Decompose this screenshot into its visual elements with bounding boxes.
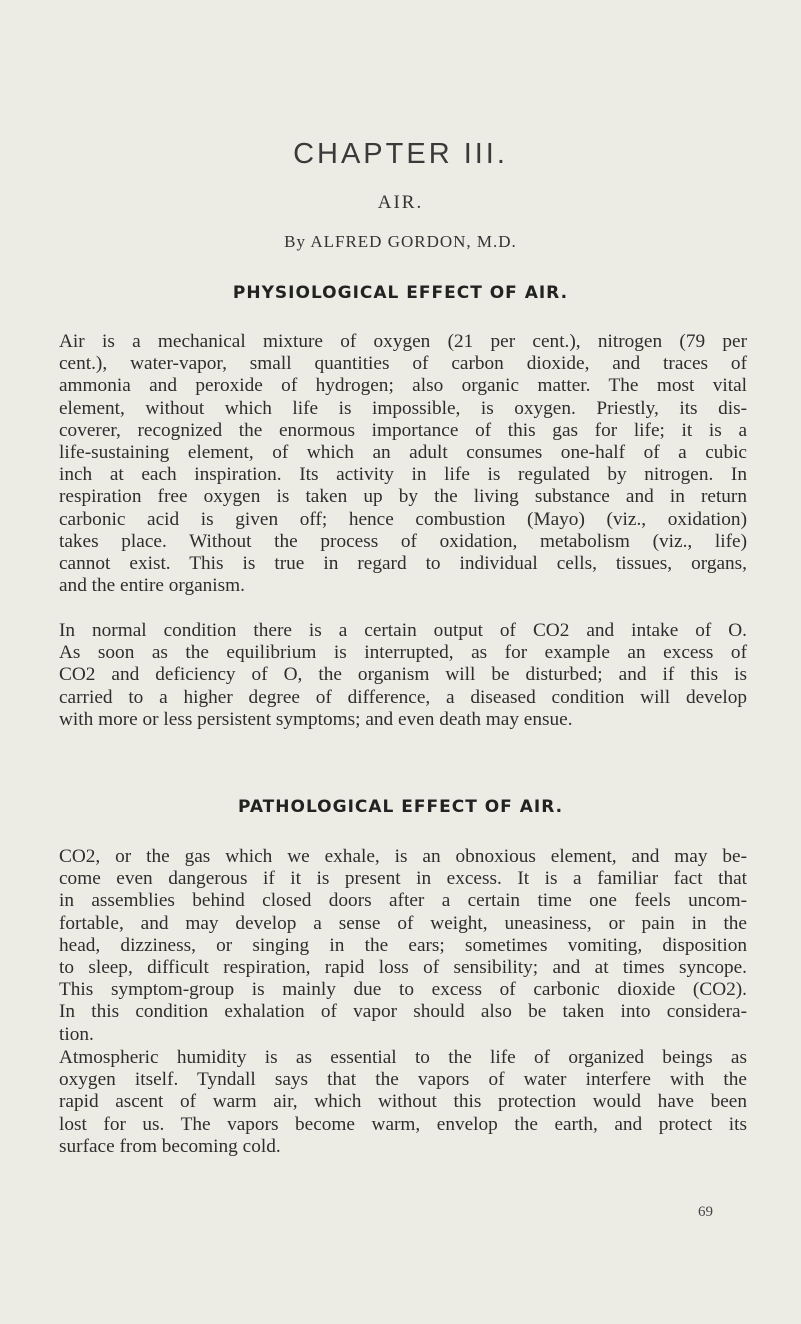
section-heading-physiological: PHYSIOLOGICAL EFFECT OF AIR. — [232, 283, 569, 303]
text-line: come even dangerous if it is present in excess. It is a familiar fact that — [59, 868, 747, 890]
text-line: ammonia and peroxide of hydrogen; also organic matter. The most vital — [59, 375, 747, 397]
text-line: In normal condition there is a certain output of CO2 and intake of O. — [59, 620, 747, 641]
text-line: As soon as the equilibrium is interrupted, as for example an excess of — [59, 642, 747, 664]
text-line: in assemblies behind closed doors after a certain time one feels uncom- — [59, 890, 747, 912]
text-line: life-sustaining element, of which an adult consumes one-half of a cubic — [59, 442, 747, 464]
text-line: takes place. Without the process of oxidation, metabolism (viz., life) — [59, 530, 747, 552]
paragraph-humidity — [59, 1047, 747, 1158]
text-line: respiration free oxygen is taken up by the living substance and in return — [59, 486, 747, 508]
text-line: lost for us. The vapors become warm, envelop the earth, and protect its — [59, 1113, 747, 1135]
text-line: fortable, and may develop a sense of weight, uneasiness, or pain in the — [59, 912, 747, 934]
text-line: Air is a mechanical mixture of oxygen (21 per cent.), nitrogen (79 per — [59, 331, 747, 352]
text-line: inch at each inspiration. Its activity in life is regulated by nitrogen. In — [59, 464, 747, 486]
paragraph-co2-balance — [59, 620, 747, 731]
text-line: and the entire organism. — [59, 575, 245, 597]
text-line: head, dizziness, or singing in the ears; sometimes vomiting, disposition — [59, 934, 747, 956]
chapter-subtitle: AIR. — [377, 192, 424, 213]
text-line: tion. — [59, 1023, 94, 1045]
author-byline: By ALFRED GORDON, M.D. — [284, 232, 517, 251]
text-line: coverer, recognized the enormous importance of this gas for life; it is a — [59, 419, 747, 441]
text-line: carbonic acid is given off; hence combustion (Mayo) (viz., oxidation) — [59, 508, 747, 530]
text-line: oxygen itself. Tyndall says that the vapors of water interfere with the — [59, 1069, 747, 1091]
section-heading-pathological: PATHOLOGICAL EFFECT OF AIR. — [237, 797, 564, 817]
text-line: CO2, or the gas which we exhale, is an obnoxious element, and may be- — [59, 846, 747, 867]
text-line: rapid ascent of warm air, which without this protection would have been — [59, 1091, 747, 1113]
text-line: surface from becoming cold. — [59, 1135, 281, 1157]
page-number: 69 — [698, 1204, 713, 1220]
paragraph-physiological — [59, 331, 747, 597]
text-line: element, without which life is impossible, is oxygen. Priestly, its dis- — [59, 397, 747, 419]
paragraph-pathological — [59, 846, 747, 1046]
text-line: Atmospheric humidity is as essential to the life of organized beings as — [59, 1047, 747, 1068]
text-line: This symptom-group is mainly due to excess of carbonic dioxide (CO2). — [59, 979, 747, 1001]
text-line: with more or less persistent symptoms; and even death may ensue. — [59, 708, 573, 730]
chapter-title: CHAPTER III. — [293, 138, 508, 170]
text-line: to sleep, difficult respiration, rapid loss of sensibility; and at times syncope. — [59, 957, 747, 979]
text-line: In this condition exhalation of vapor should also be taken into considera- — [59, 1001, 747, 1023]
text-line: CO2 and deficiency of O, the organism will be disturbed; and if this is — [59, 664, 747, 686]
text-line: cent.), water-vapor, small quantities of carbon dioxide, and traces of — [59, 353, 747, 375]
text-line: carried to a higher degree of difference, a diseased condition will develop — [59, 686, 747, 708]
text-line: cannot exist. This is true in regard to individual cells, tissues, organs, — [59, 553, 747, 575]
